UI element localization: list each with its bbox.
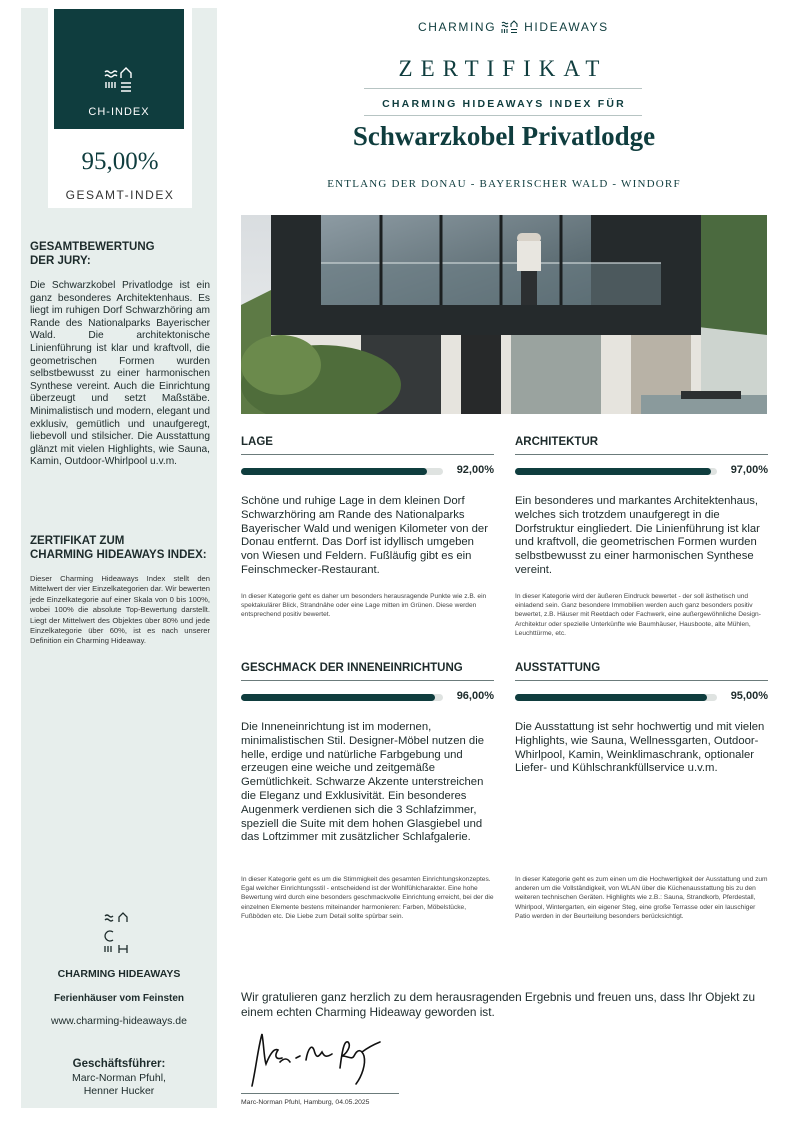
- score-bar-fill: [515, 694, 707, 701]
- category-percent: 97,00%: [730, 464, 768, 476]
- total-score-label: GESAMT-INDEX: [65, 188, 175, 202]
- brand-header: [418, 20, 609, 34]
- jury-heading: GESAMTBEWERTUNG DER JURY:: [30, 241, 155, 267]
- title-rule: [364, 88, 642, 89]
- signature-rule: [241, 1093, 399, 1094]
- category-text: Ein besonderes und markantes Architektenhaus, welches sich trotzdem unaufgeregt in die Dorfstruktur eingliedert. Die Linienführung ist klar und kraftvoll, die geometrischen Formen wurden selbstbewusst zu einer harmonischen Synthese vereint.: [515, 495, 760, 576]
- category-note: In dieser Kategorie geht es zum einen um die Hochwertigkeit der Ausstattung und zum anderen um die Vollständigkeit, von WLAN über die Küchenausstattung bis zu den weiteren technischen Geräten. Highlights wie z.B.: Sauna, Strandkorb, Pferdestall, Whirlpool, Wintergarten, ein eigener Steg, eine große Terrasse oder ein lauschiger Patio werden in der Beurteilung besonders berücksichtigt.: [515, 876, 768, 920]
- score-bar-track: [241, 468, 443, 475]
- company-name: CHARMING HIDEAWAYS: [57, 968, 181, 980]
- category-score-row: [241, 690, 494, 704]
- category-percent: 95,00%: [730, 690, 768, 702]
- score-bar-fill: [241, 694, 435, 701]
- subtitle-rule: [364, 115, 642, 116]
- category-rule: [241, 680, 494, 681]
- category-title: GESCHMACK DER INNENEINRICHTUNG: [241, 662, 463, 674]
- ch-footer-logo-icon: [103, 912, 133, 954]
- score-bar-track: [241, 694, 443, 701]
- ceo-label: Geschäftsführer:: [72, 1058, 166, 1070]
- category-rule: [241, 454, 494, 455]
- category-lage: [241, 436, 494, 619]
- certificate-subtitle: CHARMING HIDEAWAYS INDEX FÜR: [382, 98, 626, 110]
- certificate-heading: ZERTIFIKAT ZUM CHARMING HIDEAWAYS INDEX:: [30, 535, 207, 561]
- certificate-text: Dieser Charming Hideaways Index stellt den Mittelwert der vier Einzelkategorien dar. Wir bewerten jede Einzelkategorie auf einer Skala von 0 bis 100%, wobei 100% die absolute Top-Bewertung darstellt. Liegt der Mittelwert des Objektes über 80% und jede Einzelkategorie über 60%, ist es nach unserer Definition ein Charming Hideaway.: [30, 574, 210, 646]
- company-tagline: Ferienhäuser vom Feinsten: [53, 993, 185, 1004]
- category-rule: [515, 454, 768, 455]
- website-link[interactable]: www.charming-hideaways.de: [51, 1015, 187, 1027]
- property-name: Schwarzkobel Privatlodge: [352, 121, 656, 151]
- category-score-row: [515, 464, 768, 478]
- total-score: 95,00%: [81, 148, 159, 175]
- category-note: In dieser Kategorie wird der äußeren Eindruck bewertet - der soll ästhetisch und einladend sein. Ganz besondere Immobilien werden auch ganz besonders positiv bewertet, z.B. Häuser mit Reetdach oder Fachwerk, eine außergewöhnliche Design-Architektur oder spezielle Unterkünfte wie Baumhäuser, Hausboote, alte Mühlen, Leuchttürme, etc.: [515, 593, 761, 637]
- category-architektur: [515, 436, 768, 637]
- category-ausstattung: [515, 662, 768, 920]
- property-location: ENTLANG DER DONAU - BAYERISCHER WALD - WINDORF: [327, 178, 681, 190]
- property-photo-image: [241, 215, 767, 414]
- logo-label: CH-INDEX: [88, 106, 150, 118]
- category-inneneinrichtung: [241, 662, 494, 920]
- score-bar-fill: [515, 468, 711, 475]
- category-note: In dieser Kategorie geht es um die Stimmigkeit des gesamten Einrichtungskonzeptes. Egal welcher Einrichtungsstil - entscheidend ist der Wohlfühlcharakter. Eine hohe Bewertung wird durch eine besonders geschmackvolle Einrichtung erreicht, bei der die einzelnen Elemente bestens miteinander harmonieren: Farben, Möbelstücke, Fußböden etc. Die Liebe zum Detail sollte spürbar sein.: [241, 876, 494, 920]
- category-title: ARCHITEKTUR: [515, 436, 599, 448]
- category-title: LAGE: [241, 436, 273, 448]
- ch-logo-icon: [104, 66, 134, 96]
- category-percent: 92,00%: [456, 464, 494, 476]
- brand-logo-icon: [501, 20, 519, 34]
- category-percent: 96,00%: [456, 690, 494, 702]
- brand-left: CHARMING: [418, 20, 497, 34]
- category-title: AUSSTATTUNG: [515, 662, 601, 674]
- category-score-row: [241, 464, 494, 478]
- jury-text: Die Schwarzkobel Privatlodge ist ein ganz besonderes Architektenhaus. Es liegt im ruhigen Dorf Schwarzhöring am Rande des Nationalparks Bayerischer Wald. Die architektonische Linienführung ist klar und kraftvoll, die geometrischen Formen wurden selbstbewusst zu einer harmonischen Synthese vereint. Auch die Einrichtung überzeugt und setzt Maßstäbe. Minimalistisch und modern, elegant und exklusiv, gemütlich und unaufgeregt, liebevoll und stilsicher. Die Ausstattung glänzt mit vielen Highlights, wie Sauna, Kamin, Outdoor-Whirlpool u.v.m.: [30, 280, 210, 468]
- score-bar-track: [515, 468, 717, 475]
- score-bar-track: [515, 694, 717, 701]
- signature-image: [244, 1028, 394, 1090]
- certificate-title: ZERTIFIKAT: [398, 56, 608, 81]
- congratulations-text: Wir gratulieren ganz herzlich zu dem herausragenden Ergebnis und freuen uns, dass Ihr Objekt zu einem echten Charming Hideaway geworden ist.: [241, 990, 756, 1019]
- score-bar-fill: [241, 468, 427, 475]
- category-text: Die Ausstattung ist sehr hochwertig und mit vielen Highlights, wie Sauna, Wellnessgarten, Outdoor-Whirlpool, Kamin, Weinklimaschrank, optionaler Liefer- und Kühlschrankfüllservice u.v.m.: [515, 721, 765, 775]
- category-text: Schöne und ruhige Lage in dem kleinen Dorf Schwarzhöring am Rande des Nationalparks Bayerischer Wald und wenigen Kilometer von der Donau entfernt. Das Dorf ist idyllisch umgeben von Wiesen und Feldern. Fußläufig gibt es ein Feinschmecker-Restaurant.: [241, 495, 488, 576]
- category-rule: [515, 680, 768, 681]
- category-score-row: [515, 690, 768, 704]
- brand-right: HIDEAWAYS: [524, 20, 609, 34]
- sidebar: [21, 8, 217, 1108]
- signature-caption: Marc-Norman Pfuhl, Hamburg, 04.05.2025: [241, 1099, 370, 1106]
- ch-index-logo: [54, 9, 184, 129]
- ceo-names: Marc-Norman Pfuhl, Henner Hucker: [72, 1072, 166, 1097]
- category-note: In dieser Kategorie geht es daher um besonders herausragende Punkte wie z.B. ein spektakulärer Blick, Strandnähe oder eine Lage mitten im Grünen. Diese werden entsprechend positiv bewertet.: [241, 593, 487, 619]
- property-photo: [241, 215, 767, 414]
- category-text: Die Inneneinrichtung ist im modernen, minimalistischen Stil. Designer-Möbel nutzen die helle, erdige und natürliche Farbgebung und erzeugen eine weiche und zeitgemäße Gemütlichkeit. Schwarze Akzente unterstreichen die Eleganz und Exklusivität. Ein besonderes Augenmerk verdienen sich die 3 Schlafzimmer, speziell die Suite mit dem hohen Glasgiebel und das Loftzimmer mit zusätzlicher Schlafgalerie.: [241, 721, 484, 844]
